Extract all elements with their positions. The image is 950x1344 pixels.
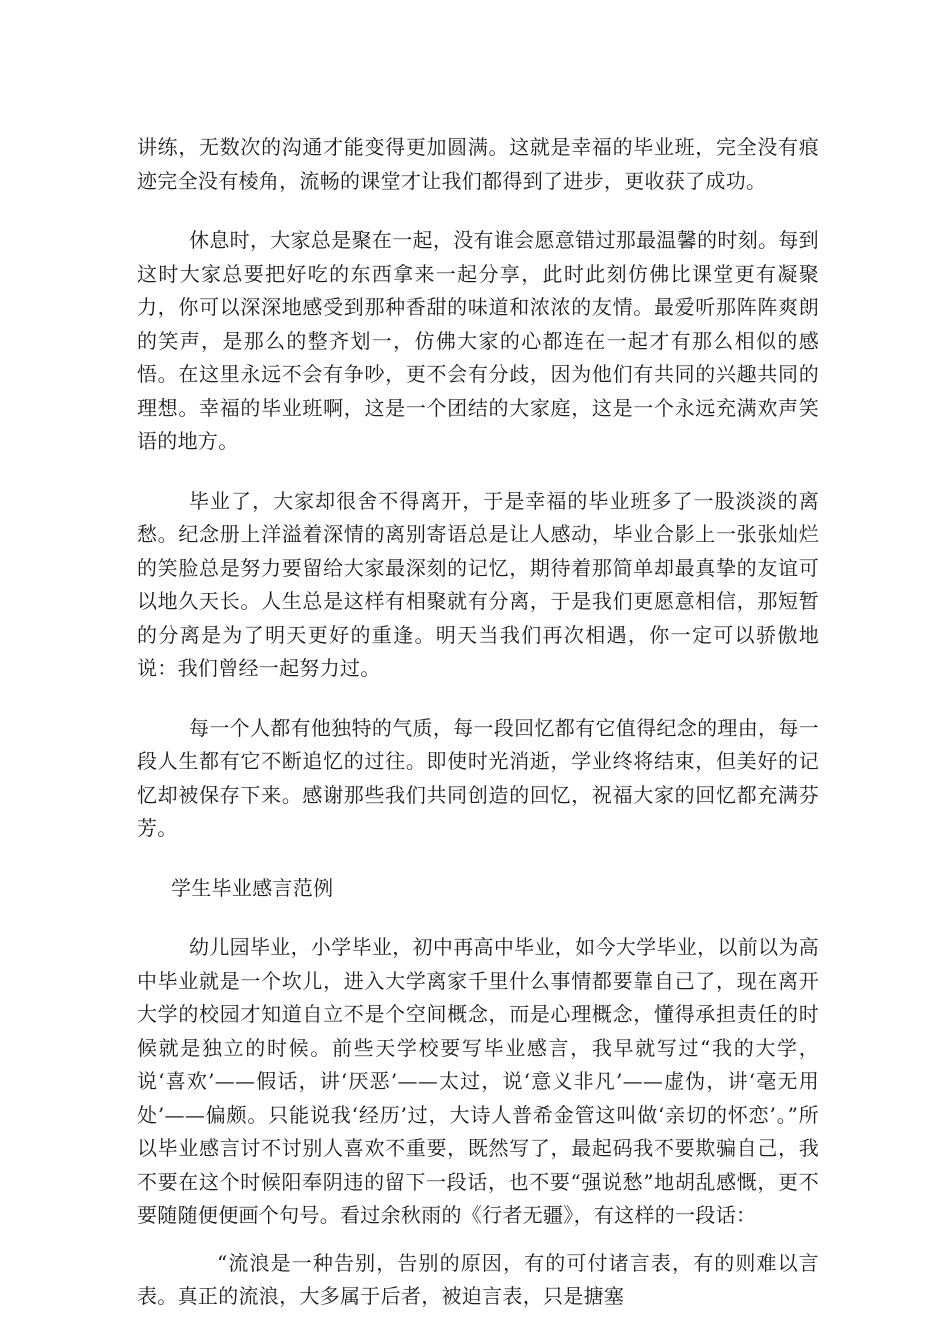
paragraph-quote: “流浪是一种告别，告别的原因，有的可付诸言表，有的则难以言表。真正的流浪，大多属于后者，被迫言表，只是搪塞 bbox=[137, 1250, 819, 1308]
paragraph-university: 幼儿园毕业，小学毕业，初中再高中毕业，如今大学毕业，以前以为高中毕业就是一个坎儿，进入大学离家千里什么事情都要靠自己了，现在离开大学的校园才知道自立不是个空间概念，而是心理概念，懂得承担责任的时候就是独立的时候。前些天学校要写毕业感言，我早就写过“我的大学，说‘喜欢’——假话，讲‘厌恶’——太过，说‘意义非凡’——虚伪，讲‘毫无用处’——偏颇。只能说我‘经历’过，大诗人普希金管这叫做‘亲切的怀恋’。”所以毕业感言讨不讨别人喜欢不重要，既然写了，最起码我不要欺骗自己，我不要在这个时候阳奉阴违的留下一段话，也不要“强说愁”地胡乱感慨，更不要随随便便画个句号。看过余秋雨的《行者无疆》，有这样的一段话： bbox=[137, 935, 819, 1227]
paragraph-break-time: 休息时，大家总是聚在一起，没有谁会愿意错过那最温馨的时刻。每到这时大家总要把好吃的东西拿来一起分享，此时此刻仿佛比课堂更有凝聚力，你可以深深地感受到那种香甜的味道和浓浓的友情。最爱听那阵阵爽朗的笑声，是那么的整齐划一，仿佛大家的心都连在一起才有那么相似的感悟。在这里永远不会有争吵，更不会有分歧，因为他们有共同的兴趣共同的理想。幸福的毕业班啊，这是一个团结的大家庭，这是一个永远充满欢声笑语的地方。 bbox=[137, 228, 819, 453]
document-body bbox=[137, 131, 819, 1340]
section-heading: 学生毕业感言范例 bbox=[171, 875, 334, 900]
paragraph-memories: 每一个人都有他独特的气质，每一段回忆都有它值得纪念的理由，每一段人生都有它不断追忆的过往。即使时光消逝，学业终将结束，但美好的记忆却被保存下来。感谢那些我们共同创造的回忆，祝福大家的回忆都充满芬芳。 bbox=[137, 715, 819, 840]
paragraph-classroom: 讲练，无数次的沟通才能变得更加圆满。这就是幸福的毕业班，完全没有痕迹完全没有棱角，流畅的课堂才让我们都得到了进步，更收获了成功。 bbox=[137, 135, 819, 193]
paragraph-graduation: 毕业了，大家却很舍不得离开，于是幸福的毕业班多了一股淡淡的离愁。纪念册上洋溢着深情的离别寄语总是让人感动，毕业合影上一张张灿烂的笑脸总是努力要留给大家最深刻的记忆，期待着那简单却最真挚的友谊可以地久天长。人生总是这样有相聚就有分离，于是我们更愿意相信，那短暂的分离是为了明天更好的重逢。明天当我们再次相遇，你一定可以骄傲地说：我们曾经一起努力过。 bbox=[137, 488, 819, 680]
